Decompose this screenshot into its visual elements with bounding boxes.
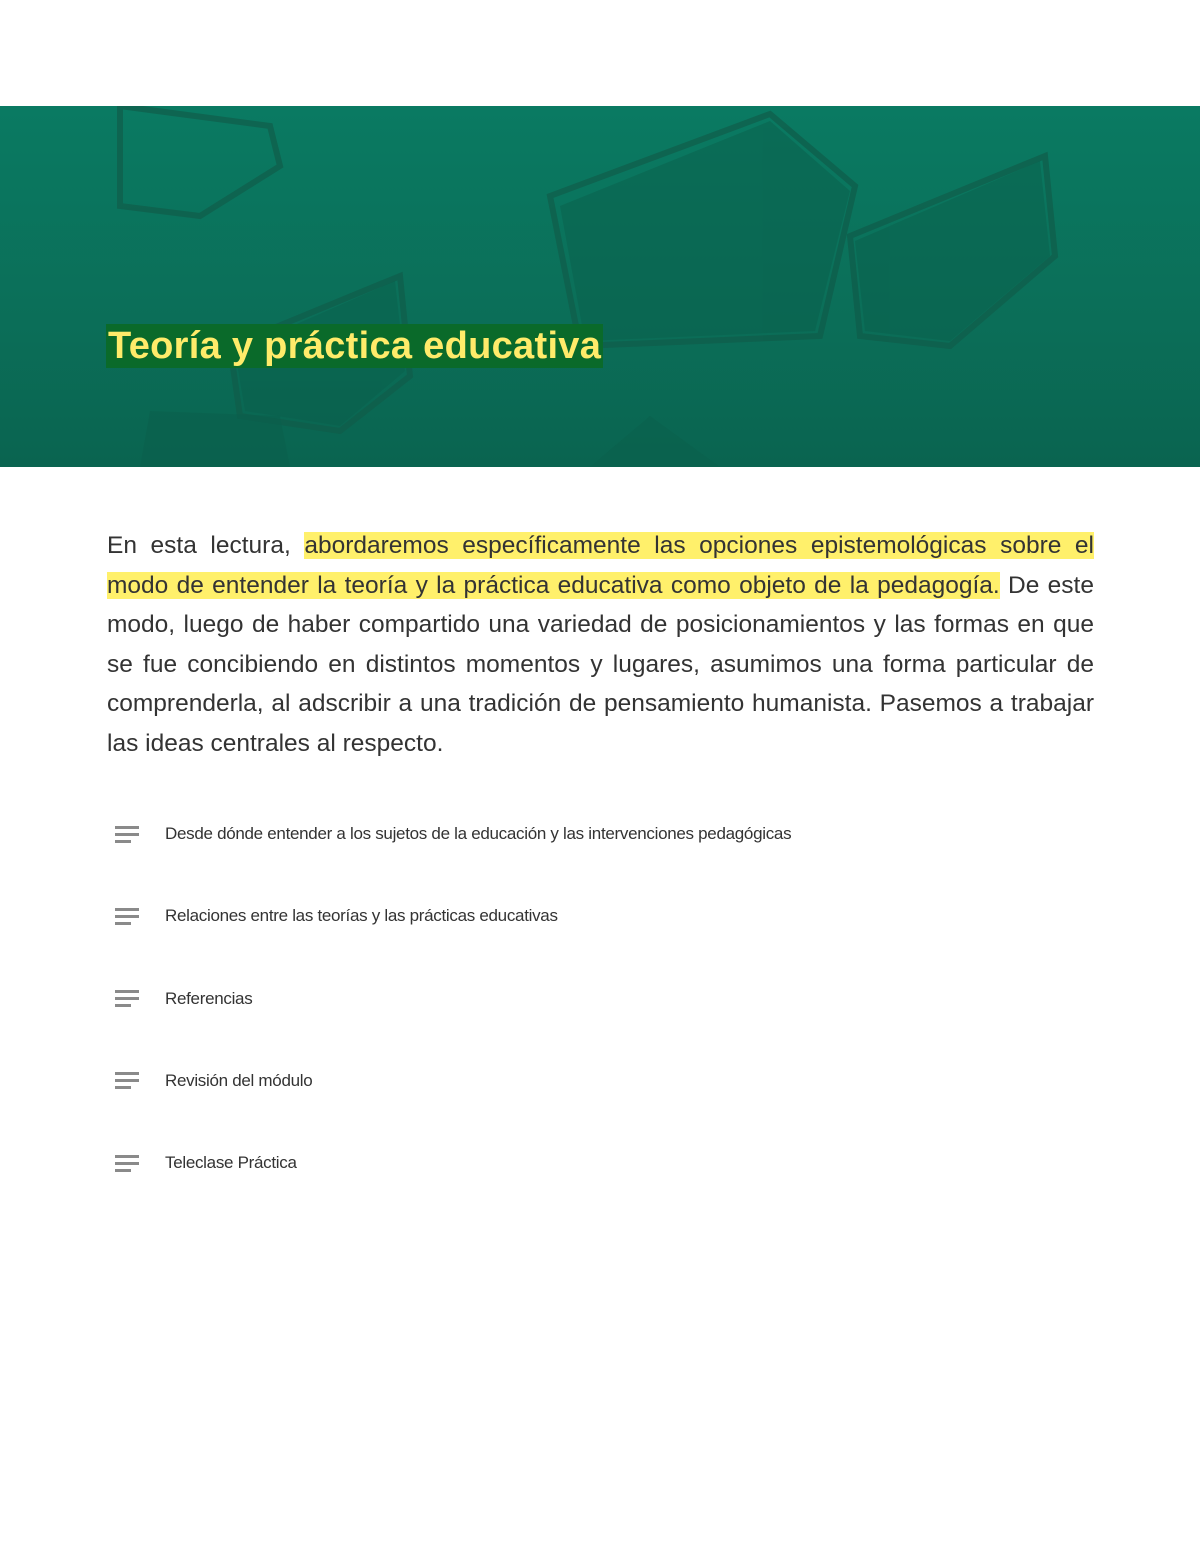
toc-item-label: Teleclase Práctica <box>165 1153 297 1173</box>
toc-item[interactable] <box>115 814 791 854</box>
text-lines-icon <box>115 826 140 843</box>
page-title: Teoría y práctica educativa <box>108 325 602 367</box>
toc-item[interactable] <box>115 1061 791 1101</box>
toc-item-label: Desde dónde entender a los sujetos de la educación y las intervenciones pedagógicas <box>165 824 792 843</box>
text-lines-icon <box>115 1155 140 1172</box>
toc-item[interactable] <box>115 1143 791 1183</box>
toc-item[interactable] <box>115 979 791 1019</box>
text-lines-icon <box>115 908 140 925</box>
toc-item-label: Revisión del módulo <box>165 1070 313 1090</box>
table-of-contents <box>115 814 791 1225</box>
toc-item-label: Referencias <box>165 988 253 1008</box>
hero-banner <box>0 106 1200 467</box>
hero-background-image <box>0 106 1200 467</box>
text-lines-icon <box>115 990 140 1007</box>
intro-rest: De este modo, luego de haber compartido una variedad de posicionamientos y las formas en que se fue concibiendo en distintos momentos y lugares, asumimos una forma particular de comprenderla, al adscribir a una tradición de pensamiento humanista. Pasemos a trabajar las ideas centrales al respecto. <box>107 571 1094 757</box>
text-lines-icon <box>115 1072 140 1089</box>
toc-item[interactable] <box>115 896 791 936</box>
toc-item-label: Relaciones entre las teorías y las prácticas educativas <box>165 906 558 926</box>
intro-paragraph <box>107 526 1094 764</box>
intro-lead: En esta lectura, <box>107 532 305 559</box>
intro-highlight: abordaremos específicamente las opciones epistemológicas sobre el modo de entender la teoría y la práctica educativa como objeto de la pedagogía. <box>107 532 1094 599</box>
